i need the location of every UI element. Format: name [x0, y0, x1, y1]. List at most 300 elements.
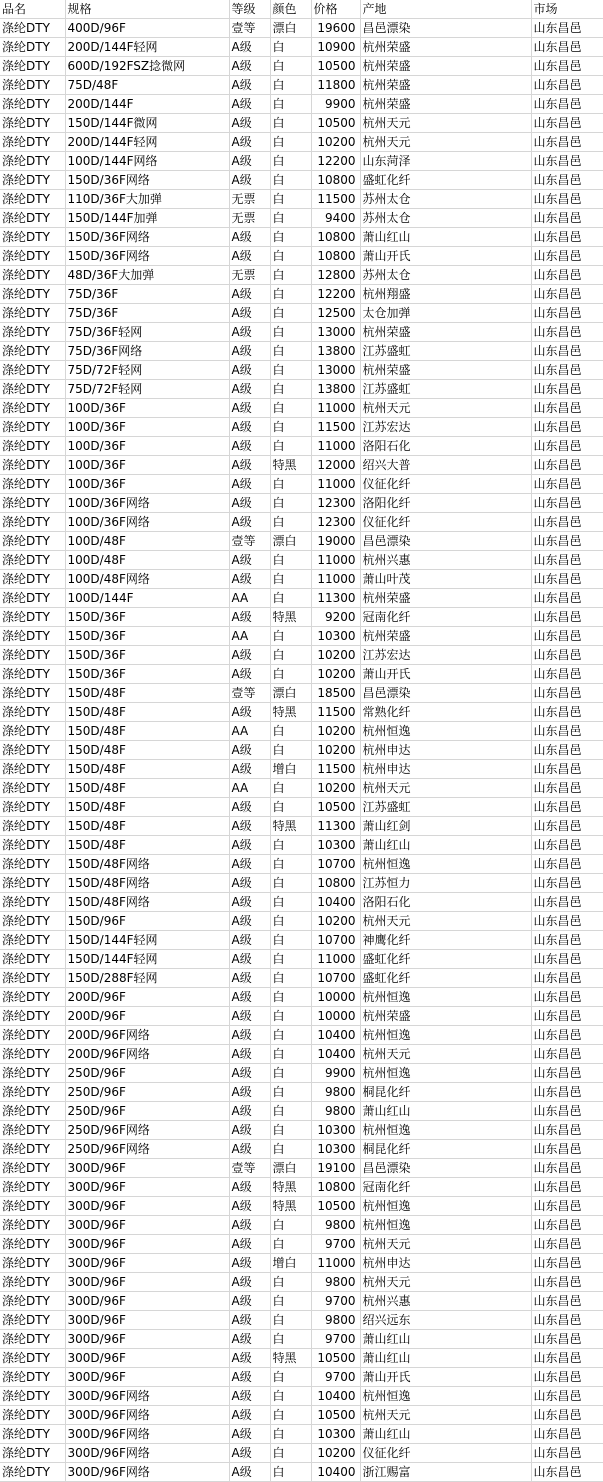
cell-grade: A级 — [229, 1045, 270, 1064]
cell-grade: A级 — [229, 1026, 270, 1045]
cell-market: 山东昌邑 — [531, 475, 603, 494]
cell-product: 涤纶DTY — [0, 893, 65, 912]
table-row — [0, 513, 603, 532]
header-grade: 等级 — [229, 0, 270, 19]
table-row — [0, 1444, 603, 1463]
cell-spec: 100D/48F网络 — [65, 570, 229, 589]
cell-origin: 杭州申达 — [360, 741, 531, 760]
cell-color: 白 — [270, 190, 311, 209]
cell-spec: 150D/96F — [65, 912, 229, 931]
cell-color: 漂白 — [270, 1159, 311, 1178]
cell-product: 涤纶DTY — [0, 874, 65, 893]
cell-price: 9700 — [311, 1368, 360, 1387]
cell-spec: 100D/36F — [65, 418, 229, 437]
cell-grade: A级 — [229, 171, 270, 190]
table-row — [0, 209, 603, 228]
cell-spec: 250D/96F网络 — [65, 1121, 229, 1140]
cell-spec: 150D/144F轻网 — [65, 931, 229, 950]
cell-market: 山东昌邑 — [531, 893, 603, 912]
cell-grade: A级 — [229, 741, 270, 760]
table-row — [0, 418, 603, 437]
cell-origin: 杭州恒逸 — [360, 1387, 531, 1406]
cell-grade: 壹等 — [229, 19, 270, 38]
cell-grade: A级 — [229, 456, 270, 475]
cell-grade: A级 — [229, 1349, 270, 1368]
cell-product: 涤纶DTY — [0, 38, 65, 57]
cell-grade: A级 — [229, 114, 270, 133]
cell-product: 涤纶DTY — [0, 209, 65, 228]
cell-spec: 300D/96F — [65, 1159, 229, 1178]
cell-product: 涤纶DTY — [0, 1406, 65, 1425]
cell-price: 13800 — [311, 380, 360, 399]
cell-market: 山东昌邑 — [531, 1387, 603, 1406]
cell-market: 山东昌邑 — [531, 1178, 603, 1197]
cell-spec: 75D/36F轻网 — [65, 323, 229, 342]
cell-origin: 昌邑漂染 — [360, 1159, 531, 1178]
cell-product: 涤纶DTY — [0, 931, 65, 950]
cell-spec: 150D/36F网络 — [65, 228, 229, 247]
cell-product: 涤纶DTY — [0, 1197, 65, 1216]
cell-origin: 桐昆化纤 — [360, 1083, 531, 1102]
cell-product: 涤纶DTY — [0, 285, 65, 304]
cell-price: 10200 — [311, 722, 360, 741]
cell-market: 山东昌邑 — [531, 1254, 603, 1273]
cell-grade: A级 — [229, 1216, 270, 1235]
table-row — [0, 1178, 603, 1197]
cell-market: 山东昌邑 — [531, 304, 603, 323]
table-row — [0, 931, 603, 950]
table-row — [0, 1064, 603, 1083]
cell-color: 白 — [270, 1102, 311, 1121]
cell-product: 涤纶DTY — [0, 57, 65, 76]
cell-color: 白 — [270, 1045, 311, 1064]
table-row — [0, 1083, 603, 1102]
cell-price: 11500 — [311, 190, 360, 209]
cell-origin: 萧山开氏 — [360, 1368, 531, 1387]
cell-market: 山东昌邑 — [531, 1197, 603, 1216]
table-row — [0, 133, 603, 152]
table-row — [0, 76, 603, 95]
cell-grade: A级 — [229, 1444, 270, 1463]
table-row — [0, 589, 603, 608]
table-row — [0, 912, 603, 931]
cell-market: 山东昌邑 — [531, 437, 603, 456]
table-row — [0, 722, 603, 741]
cell-color: 白 — [270, 76, 311, 95]
cell-origin: 杭州荣盛 — [360, 57, 531, 76]
cell-grade: A级 — [229, 855, 270, 874]
cell-product: 涤纶DTY — [0, 475, 65, 494]
cell-market: 山东昌邑 — [531, 285, 603, 304]
cell-color: 白 — [270, 247, 311, 266]
cell-origin: 冠南化纤 — [360, 1178, 531, 1197]
cell-origin: 江苏盛虹 — [360, 798, 531, 817]
table-row — [0, 532, 603, 551]
cell-grade: AA — [229, 589, 270, 608]
cell-market: 山东昌邑 — [531, 1273, 603, 1292]
cell-market: 山东昌邑 — [531, 1311, 603, 1330]
table-row — [0, 152, 603, 171]
cell-product: 涤纶DTY — [0, 437, 65, 456]
cell-spec: 150D/36F — [65, 608, 229, 627]
cell-market: 山东昌邑 — [531, 1064, 603, 1083]
cell-price: 11500 — [311, 703, 360, 722]
cell-price: 10400 — [311, 1026, 360, 1045]
table-row — [0, 190, 603, 209]
cell-product: 涤纶DTY — [0, 266, 65, 285]
cell-spec: 300D/96F网络 — [65, 1425, 229, 1444]
cell-color: 白 — [270, 399, 311, 418]
cell-product: 涤纶DTY — [0, 323, 65, 342]
cell-grade: A级 — [229, 1235, 270, 1254]
cell-price: 9700 — [311, 1235, 360, 1254]
cell-price: 10200 — [311, 779, 360, 798]
cell-spec: 100D/36F网络 — [65, 513, 229, 532]
cell-product: 涤纶DTY — [0, 247, 65, 266]
cell-product: 涤纶DTY — [0, 399, 65, 418]
cell-spec: 150D/36F — [65, 646, 229, 665]
cell-origin: 仪征化纤 — [360, 513, 531, 532]
cell-origin: 杭州天元 — [360, 1045, 531, 1064]
table-row — [0, 456, 603, 475]
cell-product: 涤纶DTY — [0, 1387, 65, 1406]
cell-product: 涤纶DTY — [0, 1216, 65, 1235]
cell-price: 19100 — [311, 1159, 360, 1178]
cell-price: 10400 — [311, 893, 360, 912]
cell-grade: AA — [229, 779, 270, 798]
cell-color: 白 — [270, 1406, 311, 1425]
table-row — [0, 1311, 603, 1330]
cell-color: 白 — [270, 437, 311, 456]
cell-origin: 神鹰化纤 — [360, 931, 531, 950]
cell-product: 涤纶DTY — [0, 1463, 65, 1482]
cell-spec: 75D/36F — [65, 304, 229, 323]
cell-grade: A级 — [229, 228, 270, 247]
cell-price: 10800 — [311, 228, 360, 247]
cell-grade: A级 — [229, 418, 270, 437]
cell-market: 山东昌邑 — [531, 1140, 603, 1159]
table-row — [0, 285, 603, 304]
cell-origin: 山东菏泽 — [360, 152, 531, 171]
cell-color: 白 — [270, 95, 311, 114]
cell-product: 涤纶DTY — [0, 1254, 65, 1273]
table-row — [0, 665, 603, 684]
cell-price: 10400 — [311, 1463, 360, 1482]
cell-grade: A级 — [229, 608, 270, 627]
cell-color: 白 — [270, 266, 311, 285]
cell-origin: 洛阳石化 — [360, 437, 531, 456]
cell-spec: 150D/36F网络 — [65, 247, 229, 266]
cell-price: 10500 — [311, 1197, 360, 1216]
cell-grade: A级 — [229, 285, 270, 304]
table-row — [0, 95, 603, 114]
cell-spec: 100D/48F — [65, 551, 229, 570]
table-row — [0, 342, 603, 361]
cell-grade: A级 — [229, 361, 270, 380]
cell-spec: 300D/96F — [65, 1254, 229, 1273]
cell-price: 10000 — [311, 1007, 360, 1026]
cell-price: 10900 — [311, 38, 360, 57]
cell-origin: 江苏盛虹 — [360, 380, 531, 399]
cell-color: 白 — [270, 779, 311, 798]
cell-color: 特黑 — [270, 817, 311, 836]
cell-market: 山东昌邑 — [531, 1444, 603, 1463]
cell-color: 白 — [270, 494, 311, 513]
cell-product: 涤纶DTY — [0, 133, 65, 152]
cell-origin: 江苏宏达 — [360, 418, 531, 437]
header-price: 价格 — [311, 0, 360, 19]
cell-origin: 绍兴大普 — [360, 456, 531, 475]
cell-origin: 洛阳化纤 — [360, 494, 531, 513]
cell-market: 山东昌邑 — [531, 76, 603, 95]
table-row — [0, 1292, 603, 1311]
cell-origin: 萧山红剑 — [360, 817, 531, 836]
cell-origin: 昌邑漂染 — [360, 19, 531, 38]
cell-origin: 浙江赐富 — [360, 1463, 531, 1482]
cell-price: 9400 — [311, 209, 360, 228]
cell-product: 涤纶DTY — [0, 1311, 65, 1330]
table-row — [0, 551, 603, 570]
cell-color: 白 — [270, 950, 311, 969]
table-row — [0, 817, 603, 836]
cell-market: 山东昌邑 — [531, 532, 603, 551]
cell-origin: 萧山开氏 — [360, 247, 531, 266]
cell-origin: 杭州荣盛 — [360, 38, 531, 57]
cell-product: 涤纶DTY — [0, 1083, 65, 1102]
table-row — [0, 1463, 603, 1482]
cell-color: 白 — [270, 171, 311, 190]
cell-spec: 300D/96F — [65, 1273, 229, 1292]
cell-price: 11800 — [311, 76, 360, 95]
cell-market: 山东昌邑 — [531, 247, 603, 266]
cell-origin: 杭州天元 — [360, 912, 531, 931]
cell-market: 山东昌邑 — [531, 703, 603, 722]
cell-price: 10500 — [311, 1406, 360, 1425]
cell-grade: A级 — [229, 1273, 270, 1292]
cell-market: 山东昌邑 — [531, 1083, 603, 1102]
cell-color: 白 — [270, 1140, 311, 1159]
cell-market: 山东昌邑 — [531, 1045, 603, 1064]
table-row — [0, 627, 603, 646]
cell-color: 白 — [270, 342, 311, 361]
cell-market: 山东昌邑 — [531, 1159, 603, 1178]
cell-market: 山东昌邑 — [531, 798, 603, 817]
cell-price: 19600 — [311, 19, 360, 38]
cell-color: 白 — [270, 304, 311, 323]
cell-origin: 杭州荣盛 — [360, 95, 531, 114]
cell-origin: 杭州申达 — [360, 760, 531, 779]
header-color: 颜色 — [270, 0, 311, 19]
cell-grade: A级 — [229, 969, 270, 988]
cell-color: 白 — [270, 1007, 311, 1026]
cell-price: 19000 — [311, 532, 360, 551]
cell-price: 11000 — [311, 437, 360, 456]
cell-grade: A级 — [229, 133, 270, 152]
cell-origin: 杭州天元 — [360, 1406, 531, 1425]
cell-spec: 600D/192FSZ捻微网 — [65, 57, 229, 76]
table-row — [0, 1026, 603, 1045]
cell-price: 10200 — [311, 741, 360, 760]
cell-market: 山东昌邑 — [531, 722, 603, 741]
cell-color: 白 — [270, 361, 311, 380]
cell-price: 11000 — [311, 399, 360, 418]
cell-price: 12800 — [311, 266, 360, 285]
cell-origin: 桐昆化纤 — [360, 1140, 531, 1159]
cell-price: 13800 — [311, 342, 360, 361]
cell-price: 9900 — [311, 95, 360, 114]
table-row — [0, 1330, 603, 1349]
cell-market: 山东昌邑 — [531, 133, 603, 152]
cell-grade: A级 — [229, 57, 270, 76]
cell-product: 涤纶DTY — [0, 1444, 65, 1463]
cell-origin: 萧山红山 — [360, 228, 531, 247]
cell-price: 12200 — [311, 285, 360, 304]
cell-origin: 萧山叶茂 — [360, 570, 531, 589]
cell-market: 山东昌邑 — [531, 665, 603, 684]
table-row — [0, 323, 603, 342]
table-row — [0, 874, 603, 893]
cell-spec: 100D/36F — [65, 475, 229, 494]
cell-spec: 100D/144F — [65, 589, 229, 608]
table-row — [0, 1425, 603, 1444]
cell-product: 涤纶DTY — [0, 722, 65, 741]
table-row — [0, 1216, 603, 1235]
cell-market: 山东昌邑 — [531, 1292, 603, 1311]
cell-origin: 冠南化纤 — [360, 608, 531, 627]
cell-product: 涤纶DTY — [0, 342, 65, 361]
cell-price: 10200 — [311, 1444, 360, 1463]
table-row — [0, 1235, 603, 1254]
cell-market: 山东昌邑 — [531, 1102, 603, 1121]
cell-price: 9700 — [311, 1292, 360, 1311]
cell-color: 白 — [270, 1387, 311, 1406]
cell-origin: 萧山红山 — [360, 1425, 531, 1444]
cell-price: 13000 — [311, 361, 360, 380]
cell-spec: 150D/48F网络 — [65, 874, 229, 893]
cell-product: 涤纶DTY — [0, 1178, 65, 1197]
header-product: 品名 — [0, 0, 65, 19]
cell-product: 涤纶DTY — [0, 969, 65, 988]
cell-grade: 无票 — [229, 209, 270, 228]
table-row — [0, 1121, 603, 1140]
cell-grade: A级 — [229, 152, 270, 171]
cell-price: 9800 — [311, 1273, 360, 1292]
cell-market: 山东昌邑 — [531, 361, 603, 380]
cell-color: 白 — [270, 1425, 311, 1444]
cell-product: 涤纶DTY — [0, 114, 65, 133]
table-row — [0, 1102, 603, 1121]
cell-grade: A级 — [229, 893, 270, 912]
cell-price: 11000 — [311, 551, 360, 570]
cell-color: 白 — [270, 646, 311, 665]
cell-price: 10400 — [311, 1045, 360, 1064]
cell-spec: 48D/36F大加弹 — [65, 266, 229, 285]
cell-origin: 杭州兴惠 — [360, 1292, 531, 1311]
table-row — [0, 171, 603, 190]
cell-origin: 杭州荣盛 — [360, 589, 531, 608]
cell-market: 山东昌邑 — [531, 589, 603, 608]
cell-market: 山东昌邑 — [531, 570, 603, 589]
cell-grade: A级 — [229, 1387, 270, 1406]
cell-grade: A级 — [229, 1178, 270, 1197]
cell-market: 山东昌邑 — [531, 1463, 603, 1482]
cell-price: 10300 — [311, 1121, 360, 1140]
cell-spec: 150D/48F — [65, 741, 229, 760]
cell-color: 白 — [270, 57, 311, 76]
table-row — [0, 855, 603, 874]
cell-product: 涤纶DTY — [0, 494, 65, 513]
cell-product: 涤纶DTY — [0, 589, 65, 608]
cell-product: 涤纶DTY — [0, 1102, 65, 1121]
cell-color: 特黑 — [270, 1197, 311, 1216]
cell-color: 白 — [270, 627, 311, 646]
cell-product: 涤纶DTY — [0, 1121, 65, 1140]
table-row — [0, 304, 603, 323]
cell-color: 白 — [270, 1330, 311, 1349]
cell-market: 山东昌邑 — [531, 608, 603, 627]
cell-product: 涤纶DTY — [0, 988, 65, 1007]
cell-grade: A级 — [229, 1292, 270, 1311]
cell-origin: 盛虹化纤 — [360, 969, 531, 988]
cell-spec: 200D/96F网络 — [65, 1026, 229, 1045]
cell-grade: A级 — [229, 399, 270, 418]
table-row — [0, 1007, 603, 1026]
cell-grade: A级 — [229, 1254, 270, 1273]
cell-product: 涤纶DTY — [0, 152, 65, 171]
table-row — [0, 1254, 603, 1273]
cell-color: 白 — [270, 969, 311, 988]
cell-grade: A级 — [229, 38, 270, 57]
cell-grade: A级 — [229, 437, 270, 456]
cell-product: 涤纶DTY — [0, 1273, 65, 1292]
cell-origin: 江苏恒力 — [360, 874, 531, 893]
cell-color: 白 — [270, 741, 311, 760]
cell-origin: 江苏盛虹 — [360, 342, 531, 361]
cell-origin: 杭州恒逸 — [360, 1064, 531, 1083]
cell-grade: A级 — [229, 817, 270, 836]
cell-price: 11500 — [311, 760, 360, 779]
table-row — [0, 893, 603, 912]
cell-product: 涤纶DTY — [0, 1064, 65, 1083]
cell-color: 白 — [270, 855, 311, 874]
cell-origin: 萧山红山 — [360, 1349, 531, 1368]
table-row — [0, 19, 603, 38]
cell-market: 山东昌邑 — [531, 684, 603, 703]
cell-grade: A级 — [229, 912, 270, 931]
table-row — [0, 114, 603, 133]
cell-product: 涤纶DTY — [0, 95, 65, 114]
cell-grade: A级 — [229, 1007, 270, 1026]
cell-price: 13000 — [311, 323, 360, 342]
table-row — [0, 399, 603, 418]
cell-grade: A级 — [229, 304, 270, 323]
cell-product: 涤纶DTY — [0, 608, 65, 627]
cell-spec: 150D/36F — [65, 627, 229, 646]
cell-spec: 300D/96F — [65, 1349, 229, 1368]
cell-origin: 萧山开氏 — [360, 665, 531, 684]
cell-color: 白 — [270, 1311, 311, 1330]
cell-color: 白 — [270, 1368, 311, 1387]
table-row — [0, 1197, 603, 1216]
cell-grade: A级 — [229, 76, 270, 95]
cell-product: 涤纶DTY — [0, 703, 65, 722]
table-row — [0, 836, 603, 855]
cell-product: 涤纶DTY — [0, 418, 65, 437]
cell-product: 涤纶DTY — [0, 779, 65, 798]
cell-grade: A级 — [229, 1311, 270, 1330]
cell-price: 10400 — [311, 1387, 360, 1406]
cell-price: 10800 — [311, 247, 360, 266]
